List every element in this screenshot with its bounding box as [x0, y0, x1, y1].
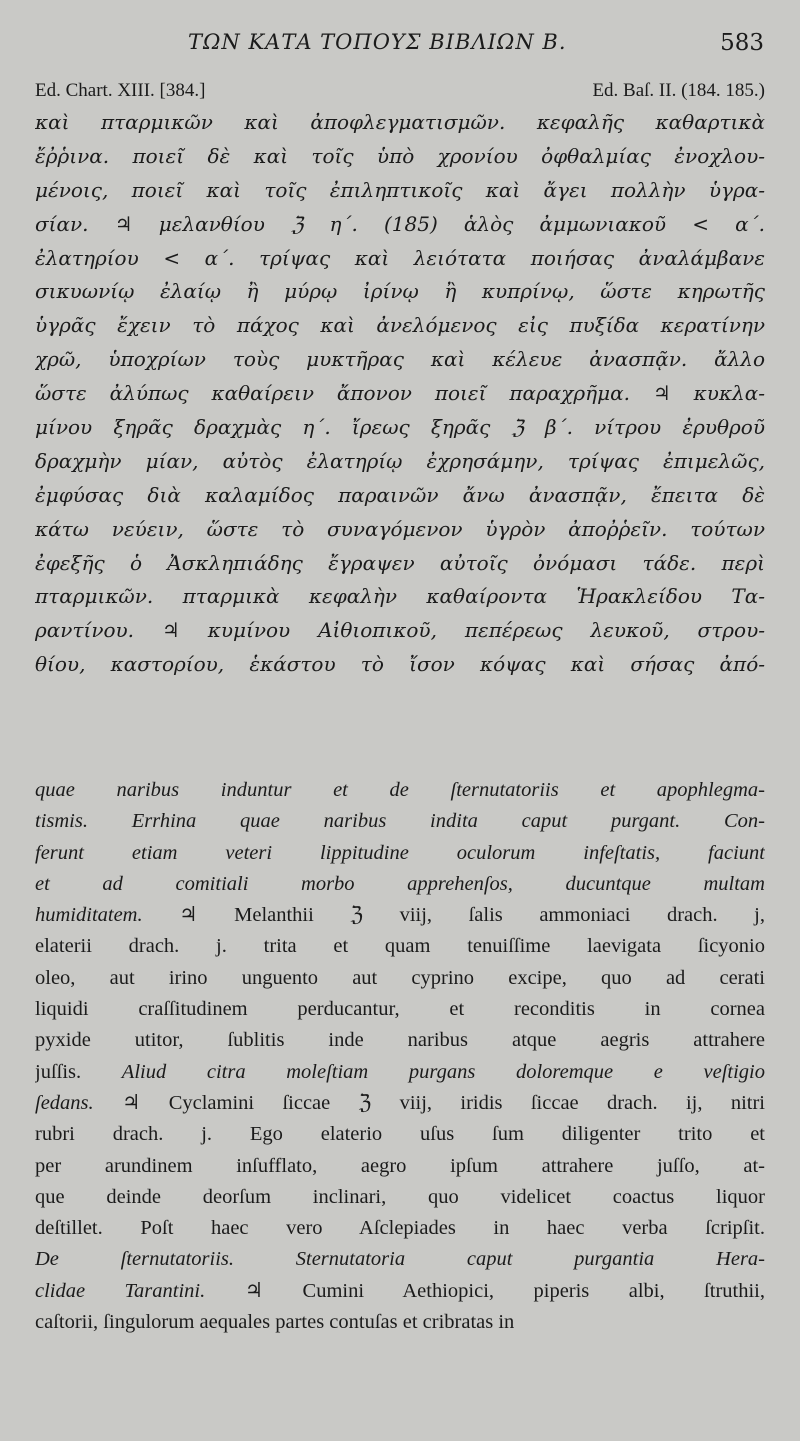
latin-text-line: [35, 775, 765, 806]
latin-text-line: [35, 1182, 765, 1213]
greek-text-line: μίνου ξηρᾶς δραχμὰς η΄. ἴρεως ξηρᾶς ℨ β΄. νίτρου ἐρυθροῦ: [35, 415, 765, 440]
greek-text-line: κάτω νεύειν, ὥστε τὸ συναγόμενον ὑγρὸν ἀποῤῥεῖν. τούτων: [35, 516, 765, 541]
latin-translation-block: [35, 775, 765, 1338]
latin-italic-segment: Aliud citra moleſtiam purgans doloremque e veſtigio: [121, 1060, 765, 1083]
greek-text-line: ἐλατηρίου < α΄. τρίψας καὶ λειότατα ποιήσας ἀναλάμβανε: [35, 245, 765, 270]
latin-roman-segment: rubri drach. j. Ego elaterio uſus ſum diligenter trito et: [35, 1123, 765, 1146]
latin-text-line: [35, 1025, 765, 1056]
latin-text-line: [35, 1088, 765, 1119]
greek-text-line: θίου, καστορίου, ἑκάστου τὸ ἴσον κόψας καὶ σήσας ἀπό-: [35, 652, 765, 677]
latin-italic-segment: De ſternutatoriis. Sternutatoria caput purgantia Hera-: [35, 1248, 765, 1271]
latin-text-line: [35, 931, 765, 962]
running-title: ΤΩΝ ΚΑΤΑ ΤΟΠΟΥΣ ΒΙΒΛΙΩΝ Β.: [188, 30, 567, 54]
latin-roman-segment: ♃ Cyclamini ſiccae ℨ viij, iridis ſiccae drach. ij, nitri: [93, 1091, 765, 1114]
greek-text-line: ραντίνου. ♃ κυμίνου Αἰθιοπικοῦ, πεπέρεως λευκοῦ, στρου-: [35, 618, 765, 643]
latin-roman-segment: que deinde deorſum inclinari, quo videlicet coactus liquor: [35, 1185, 765, 1208]
greek-text-line: χρῶ, ὑποχρίων τοὺς μυκτῆρας καὶ κέλευε ἀνασπᾷν. ἄλλο: [35, 347, 765, 372]
greek-text-line: ὑγρᾶς ἔχειν τὸ πάχος καὶ ἀνελόμενος εἰς πυξίδα κερατίνην: [35, 313, 765, 338]
latin-text-line: [35, 1244, 765, 1275]
latin-roman-segment: oleo, aut irino unguento aut cyprino excipe, quo ad cerati: [35, 966, 765, 989]
edition-basel-ref: Ed. Baſ. II. (184. 185.): [592, 80, 765, 101]
running-head: [0, 30, 800, 60]
latin-roman-segment: liquidi craſſitudinem perducantur, et reconditis in cornea: [35, 998, 765, 1021]
latin-roman-segment: juſſis.: [35, 1060, 122, 1083]
latin-italic-segment: ſedans.: [35, 1091, 94, 1114]
latin-text-line: [35, 963, 765, 994]
latin-roman-segment: deſtillet. Poſt haec vero Aſclepiades in haec verba ſcripſit.: [35, 1217, 765, 1240]
latin-text-line: [35, 806, 765, 837]
greek-text-line: σίαν. ♃ μελανθίου ℨ η΄. (185) ἁλὸς ἀμμωνιακοῦ < α΄.: [35, 211, 765, 236]
latin-text-line: [35, 1151, 765, 1182]
edition-chartier-ref: Ed. Chart. XIII. [384.]: [35, 80, 206, 101]
latin-roman-segment: ♃ Melanthii ℨ viij, ſalis ammoniaci drach. j,: [142, 904, 765, 927]
greek-text-block: [35, 106, 765, 682]
latin-text-line: [35, 1307, 765, 1338]
latin-italic-segment: et ad comitiali morbo apprehenſos, ducuntque multam: [35, 872, 765, 895]
greek-text-line: ὥστε ἀλύπως καθαίρειν ἄπονον ποιεῖ παραχρῆμα. ♃ κυκλα-: [35, 381, 765, 406]
latin-text-line: [35, 900, 765, 931]
latin-text-line: [35, 1119, 765, 1150]
latin-text-line: [35, 1057, 765, 1088]
latin-text-line: [35, 994, 765, 1025]
greek-text-line: πταρμικῶν. πταρμικὰ κεφαλὴν καθαίροντα Ἡρακλείδου Τα-: [35, 584, 765, 609]
latin-text-line: [35, 869, 765, 900]
greek-text-line: ἐφεξῆς ὁ Ἀσκληπιάδης ἔγραψεν αὐτοῖς ὀνόμασι τάδε. περὶ: [35, 550, 765, 575]
greek-text-line: ἔῤῥινα. ποιεῖ δὲ καὶ τοῖς ὑπὸ χρονίου ὀφθαλμίας ἐνοχλου-: [35, 143, 765, 168]
page-number: 583: [720, 30, 764, 56]
greek-text-line: σικυωνίῳ ἐλαίῳ ἢ μύρῳ ἰρίνῳ ἢ κυπρίνῳ, ὥστε κηρωτῆς: [35, 279, 765, 304]
greek-text-line: ἐμφύσας διὰ καλαμίδος παραινῶν ἄνω ἀνασπᾷν, ἔπειτα δὲ: [35, 482, 765, 507]
greek-text-line: δραχμὴν μίαν, αὐτὸς ἐλατηρίῳ ἐχρησάμην, τρίψας ἐπιμελῶς,: [35, 448, 765, 473]
latin-text-line: [35, 1213, 765, 1244]
latin-italic-segment: clidae Tarantini.: [35, 1279, 206, 1302]
edition-reference-line: [35, 80, 765, 104]
greek-text-line: καὶ πταρμικῶν καὶ ἀποφλεγματισμῶν. κεφαλῆς καθαρτικὰ: [35, 110, 765, 134]
latin-roman-segment: elaterii drach. j. trita et quam tenuiſſime laevigata ſicyonio: [35, 935, 765, 958]
greek-text-line: μένοις, ποιεῖ καὶ τοῖς ἐπιληπτικοῖς καὶ ἄγει πολλὴν ὑγρα-: [35, 177, 765, 202]
latin-text-line: [35, 838, 765, 869]
latin-italic-segment: ferunt etiam veteri lippitudine oculorum infeſtatis, faciunt: [35, 841, 765, 864]
latin-italic-segment: quae naribus induntur et de ſternutatoriis et apophlegma-: [35, 779, 765, 801]
latin-roman-segment: per arundinem inſufflato, aegro ipſum attrahere juſſo, at-: [35, 1154, 765, 1177]
latin-italic-segment: humiditatem.: [35, 904, 143, 927]
latin-text-line: [35, 1276, 765, 1307]
latin-italic-segment: tismis. Errhina quae naribus indita caput purgant. Con-: [35, 810, 765, 833]
latin-roman-segment: caſtorii, ſingulorum aequales partes contuſas et cribratas in: [35, 1311, 515, 1334]
latin-roman-segment: pyxide utitor, ſublitis inde naribus atque aegris attrahere: [35, 1029, 765, 1052]
latin-roman-segment: ♃ Cumini Aethiopici, piperis albi, ſtruthii,: [205, 1279, 765, 1302]
